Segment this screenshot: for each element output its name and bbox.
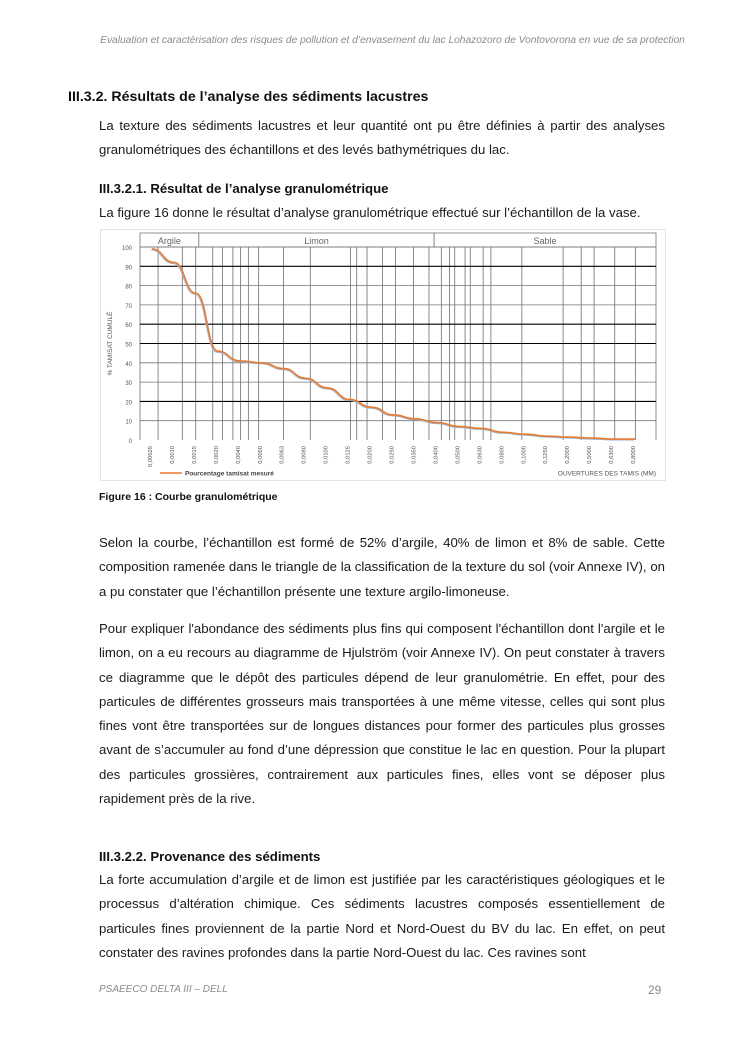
svg-text:0,0200: 0,0200: [367, 446, 374, 464]
svg-text:0,0010: 0,0010: [169, 446, 176, 464]
svg-text:OUVERTURES DES TAMIS (MM): OUVERTURES DES TAMIS (MM): [557, 470, 656, 478]
svg-text:0,0800: 0,0800: [499, 446, 506, 464]
svg-text:0,0100: 0,0100: [323, 446, 330, 464]
paragraph-hjulstrom: Pour expliquer l'abondance des sédiments plus fins qui composent l'échantillon dont l'argile et le limon, on a eu recours au diagramme de Hjulström (voir Annexe IV). On peut constater à travers ce diagramme que le dépôt des particules dépend de leur granulométrie. En effet, pour des particules de différentes grosseurs mais transportées à une même vitesse, celles qui sont plus fines vont être transportées sur de longues distances pour former des particules plus grosses avant de s’accumuler au fond d’une dépression que constitue le lac en question. Pour la plupart des particules grossières, contrairement aux particules fines, elles vont se déposer plus rapidement près de la rive.: [99, 621, 665, 807]
svg-text:60: 60: [125, 323, 132, 330]
svg-text:% TAMISAT CUMULÉ: % TAMISAT CUMULÉ: [107, 311, 114, 376]
svg-text:80: 80: [125, 284, 132, 291]
svg-text:10: 10: [125, 419, 132, 426]
svg-text:0,8000: 0,8000: [631, 446, 638, 464]
granulometric-chart: [100, 229, 666, 481]
svg-text:Limon: Limon: [304, 236, 329, 246]
svg-text:0,1250: 0,1250: [543, 446, 550, 464]
svg-text:40: 40: [125, 361, 132, 368]
svg-text:0,0500: 0,0500: [455, 446, 462, 464]
svg-text:0,6300: 0,6300: [609, 446, 616, 464]
svg-text:Pourcentage tamisat mesuré: Pourcentage tamisat mesuré: [185, 470, 274, 478]
svg-text:0,0350: 0,0350: [411, 446, 418, 464]
svg-text:Sable: Sable: [533, 236, 557, 246]
svg-text:0,00025: 0,00025: [148, 446, 154, 467]
svg-text:0,0630: 0,0630: [477, 446, 484, 464]
svg-text:90: 90: [125, 265, 132, 272]
svg-text:0,0040: 0,0040: [235, 446, 242, 464]
svg-text:0: 0: [128, 439, 132, 445]
svg-text:100: 100: [121, 246, 132, 252]
svg-text:0,0080: 0,0080: [301, 446, 308, 464]
svg-text:0,0015: 0,0015: [191, 446, 198, 464]
svg-text:0,0400: 0,0400: [433, 446, 440, 464]
subsection-2-title: III.3.2.2. Provenance des sédiments: [99, 849, 321, 864]
svg-text:0,0050: 0,0050: [257, 446, 264, 464]
figure-caption: Figure 16 : Courbe granulométrique: [99, 491, 278, 503]
chart-svg: [100, 229, 666, 481]
footer-label: PSAEECO DELTA III – DELL: [99, 984, 228, 995]
svg-text:70: 70: [125, 303, 132, 310]
svg-text:50: 50: [125, 342, 132, 349]
page-number: 29: [648, 983, 662, 997]
section-intro: La texture des sédiments lacustres et leur quantité ont pu être définies à partir des analyses granulométriques des échantillons et des levés bathymétriques du lac.: [99, 118, 665, 158]
running-header: Evaluation et caractérisation des risques de pollution et d’envasement du lac Lohazozoro de Vontovorona en vue de sa protection: [100, 35, 685, 46]
svg-text:0,0063: 0,0063: [279, 446, 286, 464]
section-title: III.3.2. Résultats de l’analyse des sédiments lacustres: [68, 89, 429, 105]
paragraph-composition: Selon la courbe, l’échantillon est formé de 52% d’argile, 40% de limon et 8% de sable. Cette composition ramenée dans le triangle de la classification de la texture du sol (voir Annexe IV), on a pu constater que l’échantillon présente une texture argilo-limoneuse.: [99, 535, 665, 599]
svg-text:0,0250: 0,0250: [389, 446, 396, 464]
svg-text:0,0125: 0,0125: [345, 446, 352, 464]
subsection-2-text: La forte accumulation d’argile et de limon est justifiée par les caractéristiques géologiques et le processus d’altération chimique. Ces sédiments lacustres composés essentiellement de particules fines proviennent de la partie Nord et Nord-Ouest du BV du lac. En effet, on peut constater des ravines profondes dans la partie Nord-Ouest du lac. Ces ravines sont: [99, 872, 665, 960]
svg-text:0,1000: 0,1000: [521, 446, 528, 464]
svg-text:0,5000: 0,5000: [587, 446, 594, 464]
svg-text:30: 30: [125, 381, 132, 388]
svg-text:0,0020: 0,0020: [213, 446, 220, 464]
subsection-1-title: III.3.2.1. Résultat de l’analyse granulométrique: [99, 181, 389, 196]
subsection-1-intro: La figure 16 donne le résultat d’analyse granulométrique effectué sur l’échantillon de la vase.: [99, 205, 641, 220]
svg-text:0,2000: 0,2000: [565, 446, 572, 464]
svg-text:20: 20: [125, 400, 132, 407]
svg-text:Argile: Argile: [157, 236, 181, 246]
